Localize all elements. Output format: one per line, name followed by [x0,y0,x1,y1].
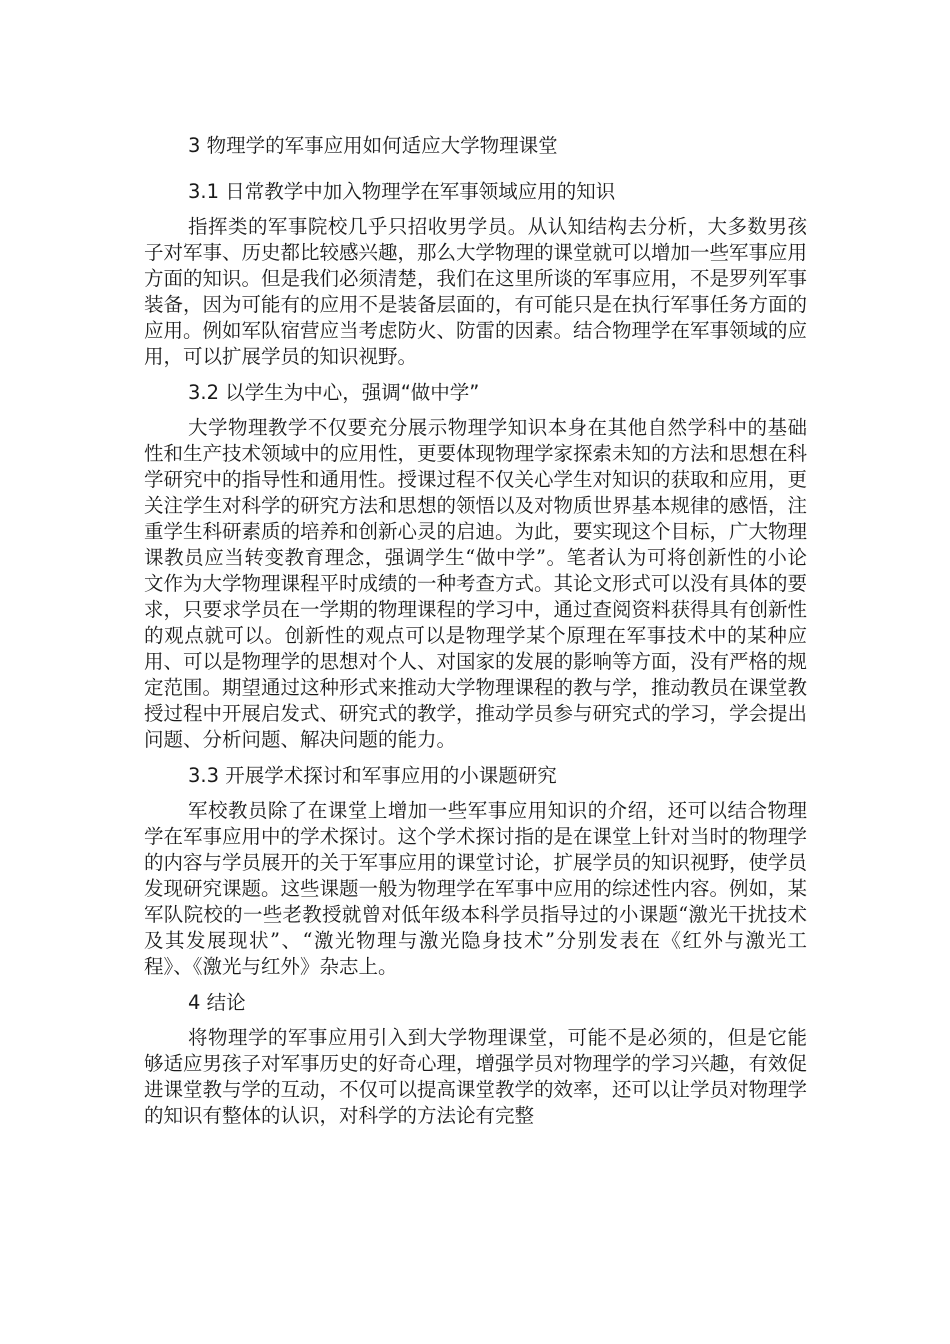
section-3-3-heading: 3.3 开展学术探讨和军事应用的小课题研究 [188,764,557,787]
section-3-2-paragraph: 大学物理教学不仅要充分展示物理学知识本身在其他自然学科中的基础性和生产技术领域中的应用性，更要体现物理学家探索未知的方法和思想在科学研究中的指导性和通用性。授课过程不仅关心学生对知识的获取和应用，更关注学生对科学的研究方法和思想的领悟以及对物质世界基本规律的感悟，注重学生科研素质的培养和创新心灵的启迪。为此，要实现这个目标，广大物理课教员应当转变教育理念，强调学生“做中学”。笔者认为可将创新性的小论文作为大学物理课程平时成绩的一种考查方式。其论文形式可以没有具体的要求，只要求学员在一学期的物理课程的学习中，通过查阅资料获得具有创新性的观点就可以。创新性的观点可以是物理学某个原理在军事技术中的某种应用、可以是物理学的思想对个人、对国家的发展的影响等方面，没有严格的规定范围。期望通过这种形式来推动大学物理课程的教与学，推动教员在课堂教授过程中开展启发式、研究式的教学，推动学员参与研究式的学习，学会提出问题、分析问题、解决问题的能力。 [144,416,808,751]
section-3-1-heading: 3.1 日常教学中加入物理学在军事领域应用的知识 [188,180,616,203]
section-4-paragraph: 将物理学的军事应用引入到大学物理课堂，可能不是必须的，但是它能够适应男孩子对军事历史的好奇心理，增强学员对物理学的学习兴趣，有效促进课堂教与学的互动，不仅可以提高课堂教学的效率，还可以让学员对物理学的知识有整体的认识，对科学的方法论有完整 [144,1026,808,1127]
document-body [144,133,807,1129]
section-3-1-paragraph: 指挥类的军事院校几乎只招收男学员。从认知结构去分析，大多数男孩子对军事、历史都比较感兴趣，那么大学物理的课堂就可以增加一些军事应用方面的知识。但是我们必须清楚，我们在这里所谈的军事应用，不是罗列军事装备，因为可能有的应用不是装备层面的，有可能只是在执行军事任务方面的应用。例如军队宿营应当考虑防火、防雷的因素。结合物理学在军事领域的应用，可以扩展学员的知识视野。 [144,215,808,368]
section-3-heading: 3 物理学的军事应用如何适应大学物理课堂 [188,134,558,157]
section-3-2-heading: 3.2 以学生为中心，强调“做中学” [188,381,480,404]
section-3-3-paragraph: 军校教员除了在课堂上增加一些军事应用知识的介绍，还可以结合物理学在军事应用中的学术探讨。这个学术探讨指的是在课堂上针对当时的物理学的内容与学员展开的关于军事应用的课堂讨论，扩展学员的知识视野，使学员发现研究课题。这些课题一般为物理学在军事中应用的综述性内容。例如，某军队院校的一些老教授就曾对低年级本科学员指导过的小课题“激光干扰技术及其发展现状”、“激光物理与激光隐身技术”分别发表在《红外与激光工程》、《激光与红外》杂志上。 [144,799,808,978]
section-4-heading: 4 结论 [188,991,246,1014]
